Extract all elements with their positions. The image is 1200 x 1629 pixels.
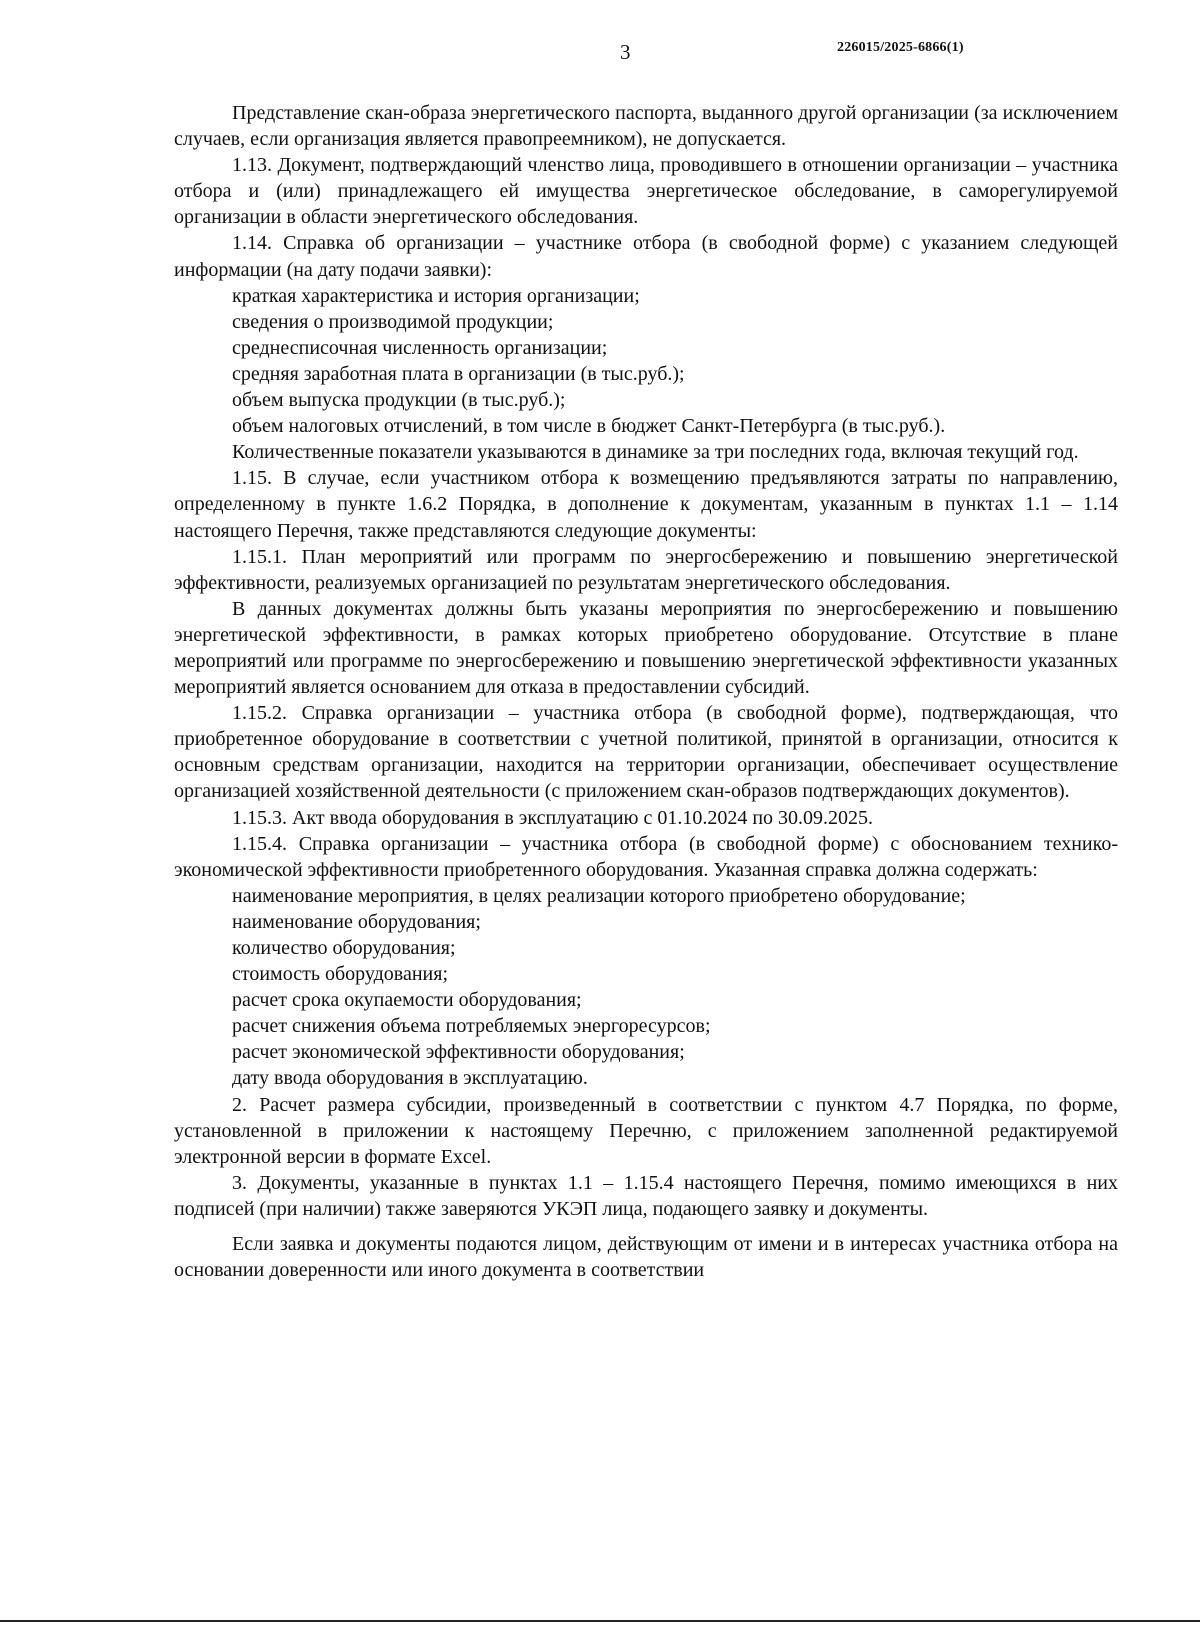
paragraph: 1.15. В случае, если участником отбора к возмещению предъявляются затраты по направлению, определенному в пункте 1.6.2 Порядка, в дополнение к документам, указанным в пунктах 1.1 – 1.14 настоящего Перечня, также представляются следующие документы: (174, 467, 1118, 542)
page-number: 3 (620, 40, 631, 64)
list-item: расчет экономической эффективности оборудования; (232, 1041, 685, 1064)
list-item: стоимость оборудования; (232, 963, 448, 986)
paragraph: Количественные показатели указываются в динамике за три последних года, включая текущий год. (232, 441, 1079, 464)
list-item: средняя заработная плата в организации (в тыс.руб.); (232, 362, 685, 385)
scan-edge-line (0, 1620, 1200, 1622)
list-item: среднесписочная численность организации; (232, 336, 608, 359)
document-id: 226015/2025-6866(1) (837, 40, 964, 55)
paragraph: 2. Расчет размера субсидии, произведенный в соответствии с пунктом 4.7 Порядка, по форме, установленной в приложении к настоящему Перечню, с приложением заполненной редактируемой электронной версии в формате Excel. (174, 1093, 1118, 1168)
paragraph: 3. Документы, указанные в пунктах 1.1 – 1.15.4 настоящего Перечня, помимо имеющихся в них подписей (при наличии) также заверяются УКЭП лица, подающего заявку и документы. (174, 1171, 1118, 1220)
paragraph: Если заявка и документы подаются лицом, действующим от имени и в интересах участника отбора на основании доверенности или иного документа в соответствии (174, 1233, 1118, 1282)
list-item: объем налоговых отчислений, в том числе в бюджет Санкт-Петербурга (в тыс.руб.). (232, 415, 946, 438)
paragraph: 1.13. Документ, подтверждающий членство лица, проводившего в отношении организации – участника отбора и (или) принадлежащего ей имущества энергетическое обследование, в саморегулируемой организации в области энергетического обследования. (174, 154, 1118, 229)
document-body (174, 100, 1118, 1283)
paragraph: 1.14. Справка об организации – участнике отбора (в свободной форме) с указанием следующей информации (на дату подачи заявки): (174, 232, 1118, 281)
list-item: расчет снижения объема потребляемых энергоресурсов; (232, 1015, 711, 1038)
paragraph: 1.15.1. План мероприятий или программ по энергосбережению и повышению энергетической эффективности, реализуемых организацией по результатам энергетического обследования. (174, 545, 1118, 594)
paragraph: 1.15.3. Акт ввода оборудования в эксплуатацию с 01.10.2024 по 30.09.2025. (232, 806, 874, 829)
list-item: количество оборудования; (232, 937, 456, 959)
list-item: наименование мероприятия, в целях реализации которого приобретено оборудование; (232, 884, 966, 907)
paragraph: 1.15.4. Справка организации – участника отбора (в свободной форме) с обоснованием технико-экономической эффективности приобретенного оборудования. Указанная справка должна содержать: (174, 832, 1118, 881)
paragraph: Представление скан-образа энергетического паспорта, выданного другой организации (за исключением случаев, если организация является правопреемником), не допускается. (174, 102, 1118, 151)
list-item: наименование оборудования; (232, 910, 481, 933)
list-item: объем выпуска продукции (в тыс.руб.); (232, 389, 566, 412)
list-item: краткая характеристика и история организации; (232, 284, 640, 307)
list-item: сведения о производимой продукции; (232, 310, 554, 333)
paragraph: В данных документах должны быть указаны мероприятия по энергосбережению и повышению энергетической эффективности, в рамках которых приобретено оборудование. Отсутствие в плане мероприятий или программе по энергосбережению и повышению энергетической эффективности указанных мероприятий является основанием для отказа в предоставлении субсидий. (174, 597, 1118, 699)
list-item: расчет срока окупаемости оборудования; (232, 989, 582, 1012)
paragraph: 1.15.2. Справка организации – участника отбора (в свободной форме), подтверждающая, что приобретенное оборудование в соответствии с учетной политикой, принятой в организации, относится к основным средствам организации, находится на территории организации, обеспечивает осуществление организацией хозяйственной деятельности (с приложением скан-образов подтверждающих документов). (174, 702, 1118, 803)
list-item: дату ввода оборудования в эксплуатацию. (232, 1067, 588, 1090)
